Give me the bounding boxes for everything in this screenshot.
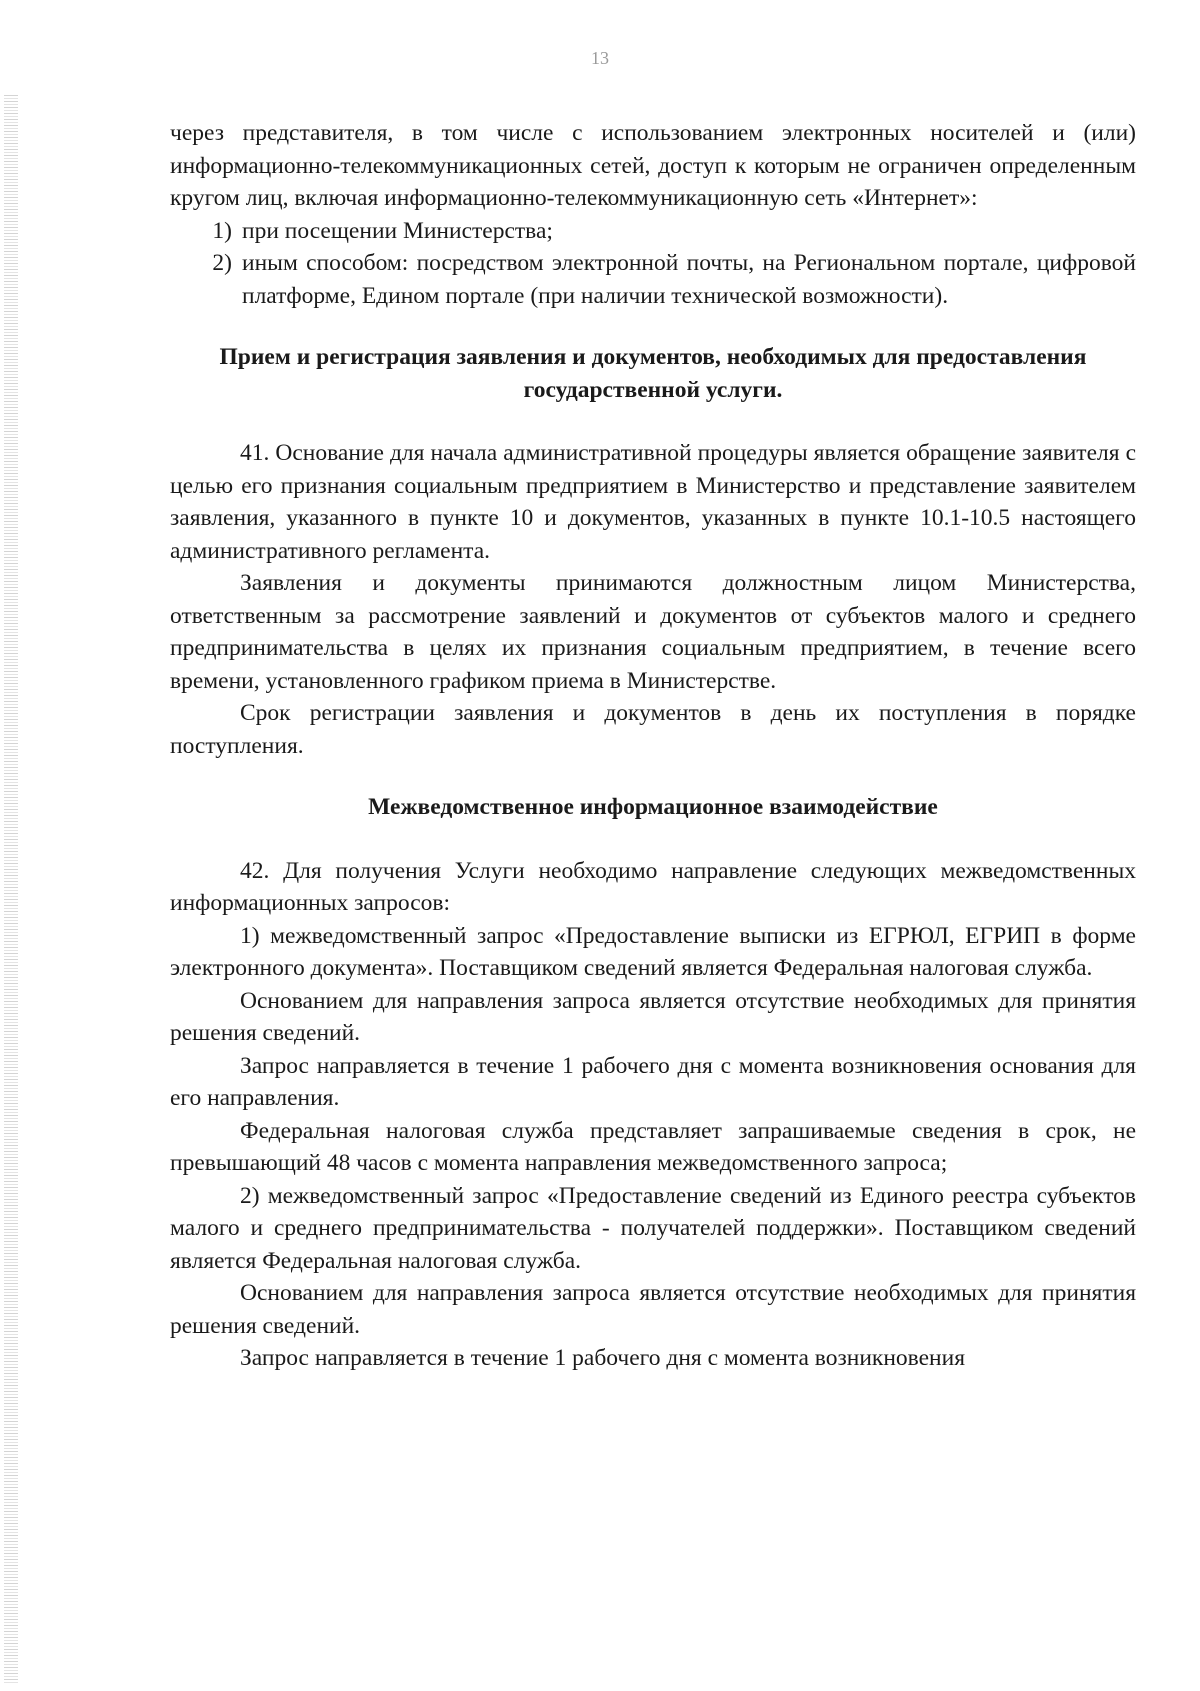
paragraph: Основанием для направления запроса является отсутствие необходимых для принятия решения сведений. — [170, 987, 1136, 1046]
scan-edge-artifact — [4, 95, 18, 1685]
page-number: 13 — [591, 48, 609, 68]
paragraph: Запрос направляется в течение 1 рабочего дня с момента возникновения основания для его направления. — [170, 1052, 1136, 1111]
spacer — [170, 824, 1136, 855]
spacer — [170, 312, 1136, 341]
list-item — [170, 247, 1136, 312]
paragraph: Срок регистрации заявления и документов в день их поступления в порядке поступления. — [170, 700, 1136, 759]
paragraph: 42. Для получения Услуги необходимо направление следующих межведомственных информационных запросов: — [170, 857, 1136, 916]
list-item — [170, 215, 1136, 248]
spacer — [170, 406, 1136, 437]
paragraph: Заявления и документы принимаются должностным лицом Министерства, ответственным за рассмотрение заявлений и документов от субъектов малого и среднего предпринимательства в целях их признания социальным предприятием, в течение всего времени, установленного графиком приема в Министерстве. — [170, 570, 1136, 694]
paragraph: Федеральная налоговая служба представляет запрашиваемые сведения в срок, не превышающий 48 часов с момента направления межведомственного запроса; — [170, 1117, 1136, 1176]
paragraph: 1) межведомственный запрос «Предоставление выписки из ЕГРЮЛ, ЕГРИП в форме электронного документа». Поставщиком сведений является Федеральная налоговая служба. — [170, 922, 1136, 981]
intro-paragraph: через представителя, в том числе с использованием электронных носителей и (или) информационно-телекоммуникационных сетей, доступ к которым не ограничен определенным кругом лиц, включая информационно-телекоммуникационную сеть «Интернет»: — [170, 120, 1136, 211]
spacer — [170, 762, 1136, 791]
paragraph: 2) межведомственный запрос «Предоставление сведений из Единого реестра субъектов малого и среднего предпринимательства - получателей поддержки». Поставщиком сведений является Федеральная налоговая служба. — [170, 1182, 1136, 1274]
intro-list — [170, 215, 1136, 313]
list-item-number: 1) — [212, 217, 232, 244]
paragraph: Основанием для направления запроса является отсутствие необходимых для принятия решения сведений. — [170, 1280, 1136, 1339]
list-item-text: иным способом: посредством электронной почты, на Региональном портале, цифровой платформе, Едином портале (при наличии технической возможности). — [242, 250, 1136, 309]
section-heading-interagency: Межведомственное информационное взаимодействие — [368, 794, 938, 820]
paragraph: Запрос направляется в течение 1 рабочего дня с момента возникновения — [240, 1345, 966, 1371]
list-item-text: при посещении Министерства; — [242, 217, 553, 244]
section-heading-reception: Прием и регистрация заявления и документов, необходимых для предоставления государственной услуги. — [219, 344, 1087, 403]
document-body — [170, 117, 1136, 1375]
paragraph: 41. Основание для начала административной процедуры является обращение заявителя с целью его признания социальным предприятием в Министерство и представление заявителем заявления, указанного в пункте 10 и документов, указанных в пункте 10.1-10.5 настоящего административного регламента. — [170, 440, 1136, 564]
list-item-number: 2) — [212, 250, 232, 276]
